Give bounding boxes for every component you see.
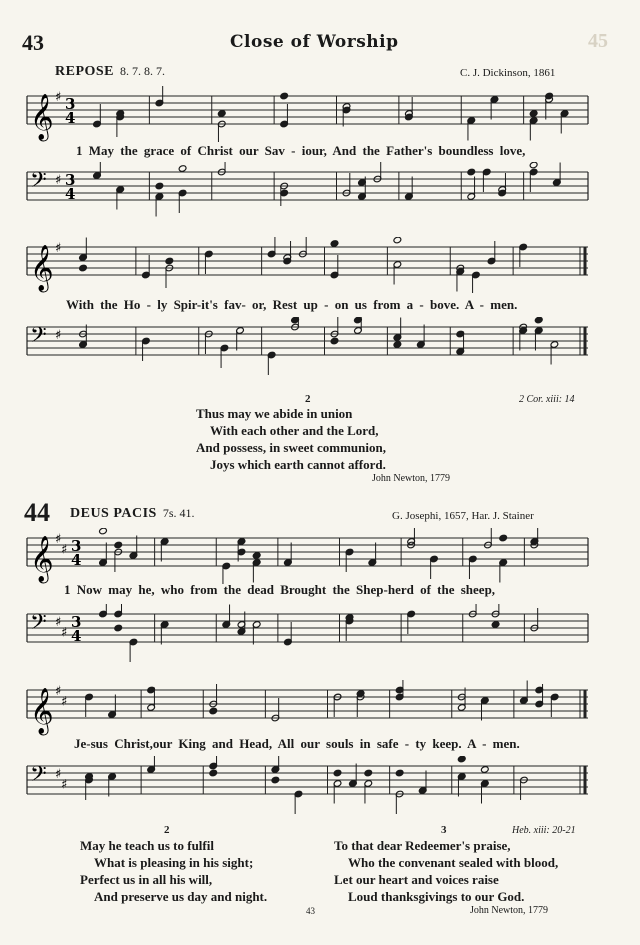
sharp-icon: ♯ [55,532,62,547]
note-head [364,769,373,777]
note-head [393,237,402,244]
treble-clef-icon: 𝄞 [30,94,54,140]
hymn44-title [70,506,194,522]
note-head [79,264,88,272]
hymn43-lyrics-line2: With the Ho - ly Spir-it's fav- or, Rest up - on us from a - bove. A - men. [66,297,518,312]
hymn43-verse2-line: Joys which earth cannot afford. [210,457,386,472]
note-head [178,165,187,173]
note-head [330,337,339,345]
hymn44-scripture-ref: Heb. xiii: 20-21 [512,825,576,836]
note-head [165,257,174,265]
hymn43-system2-bass [25,317,590,375]
sharp-icon: ♯ [55,684,62,699]
note-head [280,92,289,100]
hymn44-composer: G. Josephi, 1657, Har. J. Stainer [392,510,534,522]
note-head [393,341,402,349]
hymn44-system2-treble [25,680,590,736]
page-number-top: 43 [22,30,44,55]
hymn44-verse2-line: What is pleasing in his sight; [94,855,254,870]
hymn44-verse2-line: And preserve us day and night. [94,889,268,904]
sharp-icon: ♯ [55,90,62,105]
hymn43-title [55,64,165,80]
treble-clef-icon: 𝄞 [30,688,54,734]
bass-clef-icon: 𝄢 [30,762,47,792]
page-number-bottom: 43 [306,906,315,916]
hymn44-tune: DEUS PACIS [70,506,157,521]
sharp-icon: ♯ [61,625,68,641]
hymn44-verse2-line: May he teach us to fulfil [80,838,214,853]
note-head [271,776,280,784]
sharp-icon: ♯ [55,241,62,256]
note-head [114,541,123,549]
sharp-icon: ♯ [61,694,68,710]
hymn43-meter: 8. 7. 8. 7. [120,64,166,78]
note-head [499,534,508,542]
hymn43-system2-treble [25,237,590,293]
hymn44-lyrics-line1: 1 Now may he, who from the dead Brought the Shep-herd of the sheep, [64,582,496,597]
hymn44-system1-treble [25,528,590,584]
note-head [330,240,339,248]
hymn44-verse3-line: Who the convenant sealed with blood, [348,855,559,870]
note-head [491,621,500,629]
hymn44-verse3-line: Loud thanksgivings to our God. [348,889,525,904]
hymn43-scripture-ref: 2 Cor. xiii: 14 [519,394,575,405]
sharp-icon: ♯ [55,173,62,188]
note-head [209,707,218,715]
time-signature-top: 3 [65,171,76,189]
hymn43-verse2-number: 2 [305,393,311,405]
hymn43-composer: C. J. Dickinson, 1861 [460,67,556,79]
hymn44-verse3-line: Let our heart and voices raise [334,872,499,887]
hymn44-lyrics-line2: Je-sus Christ,our King and Head, All our souls in safe - ty keep. A - men. [74,736,520,751]
note-head [252,552,261,560]
hymn44-verse3-line: To that dear Redeemer's praise, [334,838,511,853]
treble-clef-icon: 𝄞 [30,245,54,291]
treble-clef-icon: 𝄞 [30,536,54,582]
sharp-icon: ♯ [61,542,68,558]
hymn43-verse2-line: With each other and the Lord, [210,423,379,438]
note-head [155,182,164,190]
bass-clef-icon: 𝄢 [30,323,47,353]
hymn43-system1-treble [25,86,590,142]
time-signature-bottom: 4 [65,109,76,127]
bass-clef-icon: 𝄢 [30,610,47,640]
note-head [395,769,404,777]
hymn43-verse2-line: Thus may we abide in union [196,406,353,421]
sharp-icon: ♯ [61,777,68,793]
note-head [209,769,218,777]
note-head [481,766,490,774]
note-head [529,110,538,118]
hymn44-author: John Newton, 1779 [470,905,549,916]
note-head [534,317,543,324]
hymn44-meter: 7s. 41. [162,506,195,520]
hymn44-number: 44 [24,498,50,527]
sharp-icon: ♯ [55,767,62,782]
sharp-icon: ♯ [55,328,62,343]
note-head [217,110,226,118]
time-signature-top: 3 [65,95,76,113]
note-head [529,162,538,169]
hymn44-verse2-number: 2 [164,824,170,836]
hymn43-lyrics-line1: 1 May the grace of Christ our Sav - iour, And the Father's boundless love, [76,143,526,158]
sharp-icon: ♯ [55,615,62,630]
section-title: Close of Worship [230,32,399,52]
hymn44-verse3-number: 3 [441,824,447,836]
note-head [99,528,108,535]
time-signature-bottom: 4 [65,185,76,203]
hymn43-system1-bass [25,162,590,220]
hymn43-tune: REPOSE [55,64,115,79]
time-signature-bottom: 4 [71,627,82,645]
note-head [457,756,466,763]
hymn44-system2-bass [25,756,590,814]
time-signature-top: 3 [71,613,82,631]
bass-clef-icon: 𝄢 [30,168,47,198]
note-head [333,769,342,777]
ghost-page-number: 45 [588,30,608,52]
note-head [114,624,123,632]
hymn43-verse2-line: And possess, in sweet communion, [196,440,386,455]
hymn44-verse2-line: Perfect us in all his will, [80,872,213,887]
note-head [467,168,476,176]
time-signature-top: 3 [71,537,82,555]
hymn44-system1-bass [25,604,590,662]
time-signature-bottom: 4 [71,551,82,569]
hymn43-author: John Newton, 1779 [372,473,451,484]
